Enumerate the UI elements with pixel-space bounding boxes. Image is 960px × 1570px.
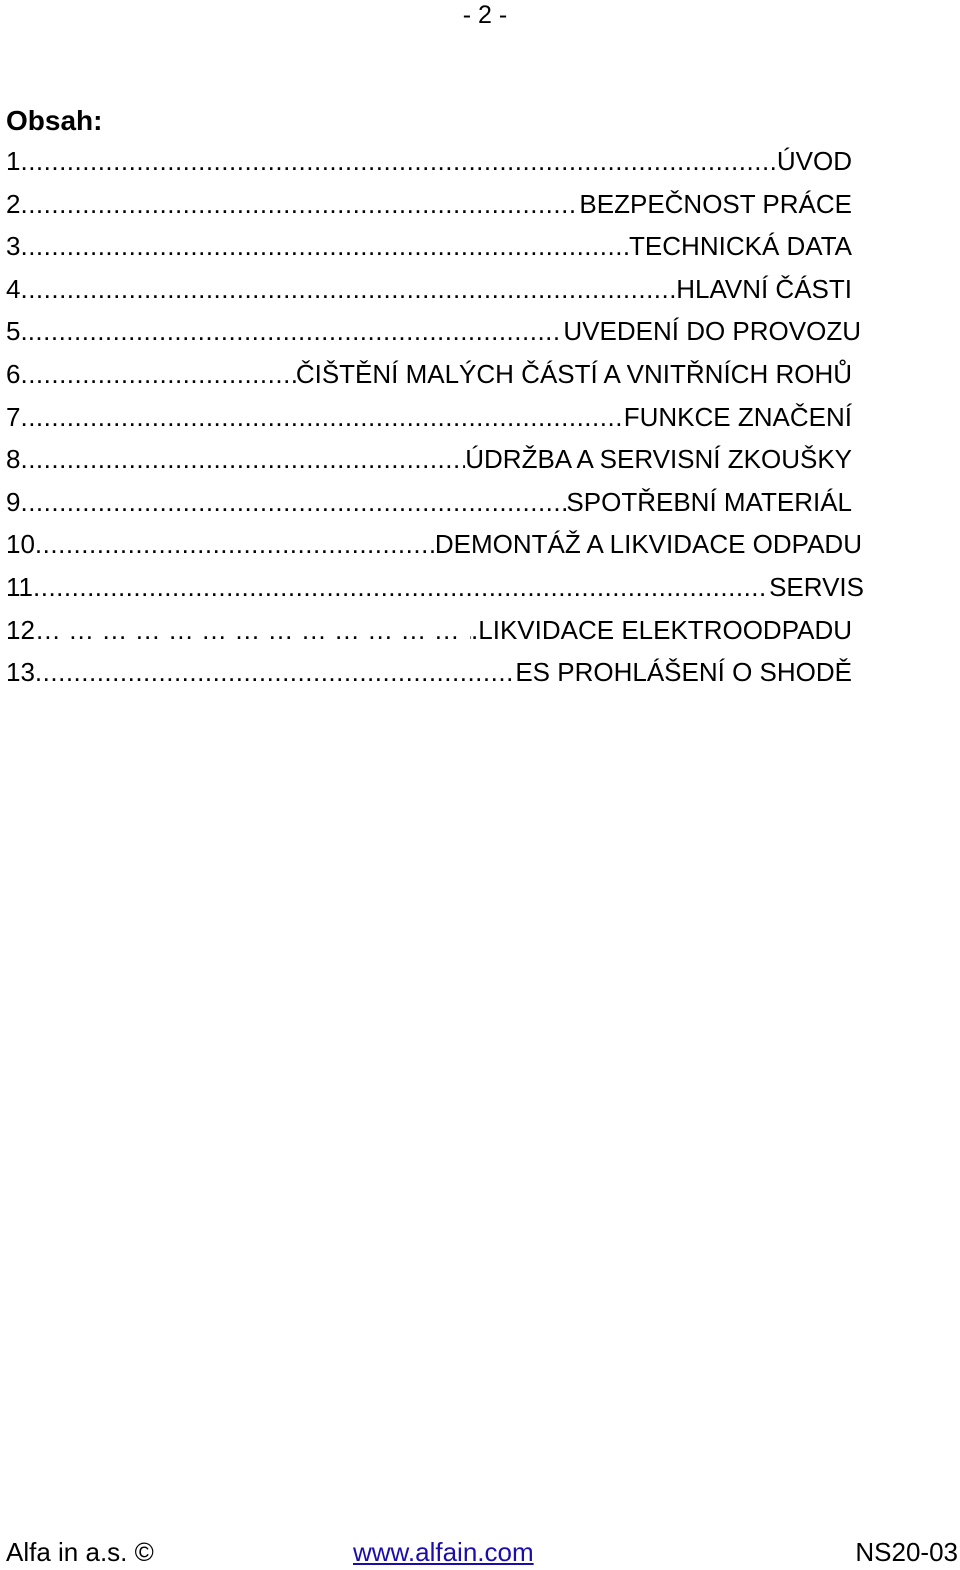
- toc-entry-13[interactable]: [6, 651, 852, 694]
- toc-dot-leader: [20, 225, 629, 267]
- toc-dot-leader: [20, 268, 676, 310]
- toc-entry-label: UVEDENÍ DO PROVOZU: [563, 316, 861, 347]
- toc-entry-6[interactable]: [6, 353, 852, 396]
- toc-entry-number: 12: [6, 614, 35, 645]
- toc-dot-leader: [20, 396, 623, 438]
- toc-entry-9[interactable]: [6, 481, 852, 524]
- toc-entry-label: ES PROHLÁŠENÍ O SHODĚ: [515, 657, 852, 688]
- toc-dot-leader: [20, 140, 776, 182]
- toc-dot-leader: [35, 523, 435, 565]
- toc-dot-leader: [28, 310, 564, 352]
- toc-entry-number: 4: [6, 273, 21, 304]
- toc-entry-10[interactable]: [6, 523, 862, 566]
- toc-entry-label: SPOTŘEBNÍ MATERIÁL: [566, 486, 852, 517]
- toc-entry-number: 2: [6, 188, 21, 219]
- table-of-contents: [6, 140, 864, 694]
- page-number: - 2 -: [462, 1, 508, 29]
- footer-doc-code: NS20-03: [855, 1537, 958, 1567]
- toc-entry-11[interactable]: [6, 566, 864, 609]
- toc-entry-4[interactable]: [6, 268, 852, 311]
- toc-entry-number: 1: [6, 146, 21, 176]
- toc-entry-number: 10: [6, 529, 35, 560]
- toc-entry-number: 3: [6, 231, 21, 262]
- toc-entry-number: 11: [6, 571, 33, 602]
- toc-entry-7[interactable]: [6, 396, 852, 439]
- toc-entry-number: 6: [6, 358, 21, 389]
- toc-dot-leader: [35, 609, 471, 651]
- toc-entry-label: TECHNICKÁ DATA: [629, 231, 852, 262]
- toc-dot-leader: [20, 481, 566, 523]
- toc-entry-number: 5.: [6, 316, 28, 347]
- toc-entry-label: FUNKCE ZNAČENÍ: [623, 401, 852, 432]
- toc-entry-number: 8: [6, 444, 21, 475]
- footer-website-link[interactable]: www.alfain.com: [353, 1537, 534, 1567]
- toc-dot-leader: [35, 651, 515, 693]
- toc-entry-8[interactable]: [6, 438, 852, 481]
- toc-dot-leader: [20, 353, 295, 395]
- toc-entry-label: SERVIS: [769, 571, 864, 602]
- toc-title: Obsah:: [6, 105, 103, 136]
- toc-entry-12[interactable]: [6, 609, 852, 652]
- toc-dot-leader: [20, 183, 579, 225]
- toc-entry-label: .LIKVIDACE ELEKTROODPADU: [471, 614, 852, 645]
- toc-entry-3[interactable]: [6, 225, 852, 268]
- toc-entry-2[interactable]: [6, 183, 852, 226]
- toc-entry-label: DEMONTÁŽ A LIKVIDACE ODPADU: [434, 529, 862, 560]
- toc-entry-label: ÚDRŽBA A SERVISNÍ ZKOUŠKY: [465, 444, 852, 475]
- toc-dot-leader: [33, 566, 769, 608]
- toc-entry-number: 9: [6, 486, 21, 517]
- toc-entry-1[interactable]: [6, 140, 852, 183]
- toc-entry-label: BEZPEČNOST PRÁCE: [579, 188, 852, 219]
- toc-entry-5[interactable]: [6, 310, 861, 353]
- toc-entry-label: ÚVOD: [776, 146, 852, 176]
- toc-entry-label: HLAVNÍ ČÁSTI: [676, 273, 852, 304]
- toc-dot-leader: [20, 438, 465, 480]
- footer-company: Alfa in a.s. ©: [6, 1537, 154, 1567]
- toc-entry-number: 13: [6, 657, 35, 688]
- page-footer: [6, 1534, 958, 1570]
- toc-entry-label: ČIŠTĚNÍ MALÝCH ČÁSTÍ A VNITŘNÍCH ROHŮ: [295, 358, 852, 389]
- toc-entry-number: 7: [6, 401, 21, 432]
